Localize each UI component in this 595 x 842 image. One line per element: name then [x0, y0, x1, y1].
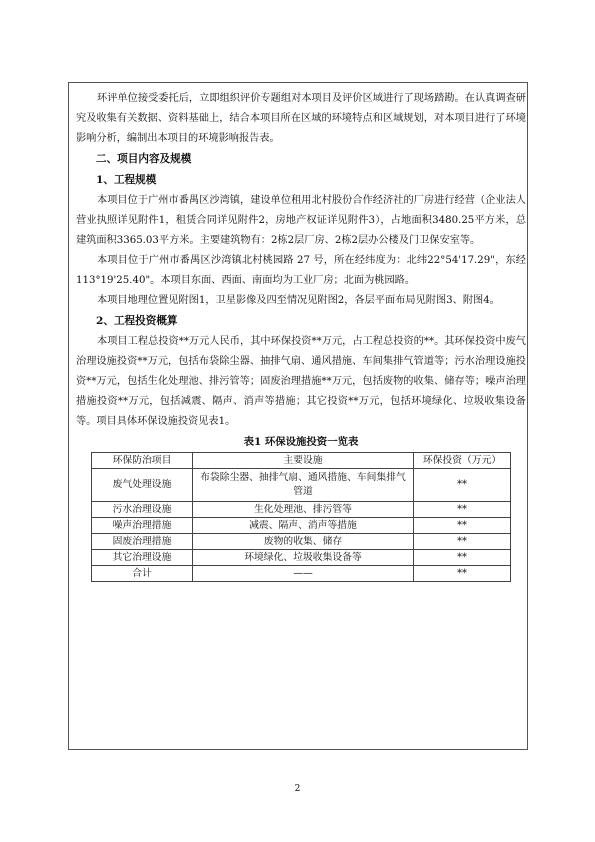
table-header-cell: 环保防治项目: [92, 453, 193, 469]
table-row: [92, 566, 511, 582]
table-cell-amount: **: [414, 469, 511, 502]
table-row: [92, 518, 511, 534]
scale-paragraph-2: 本项目位于广州市番禺区沙湾镇北村桃园路 27 号，所在经纬度为：北纬22°54'17.29"，东经113°19'25.40"。本项目东面、西面、南面均为工业厂房；北面为桃园路。: [76, 255, 526, 286]
subsection-heading-scale: 1、工程规模: [96, 174, 157, 186]
table-cell-facility: 布袋除尘器、抽排气扇、通风措施、车间集排气管道: [193, 469, 414, 502]
table-cell-facility: 减震、隔声、消声等措施: [193, 518, 414, 534]
table-row: [92, 550, 511, 566]
table-caption: 表1 环保设施投资一览表: [243, 436, 359, 448]
table-cell-amount: **: [414, 502, 511, 518]
table-cell-facility: 废物的收集、储存: [193, 534, 414, 550]
table-cell-item: 废气处理设施: [92, 469, 193, 502]
document-body: [76, 89, 526, 582]
table-cell-amount: **: [414, 518, 511, 534]
subsection-heading-investment: 2、工程投资概算: [96, 315, 178, 327]
table-row: [92, 502, 511, 518]
table-header-cell: 主要设施: [193, 453, 414, 469]
investment-paragraph: 本项目工程总投资**万元人民币，其中环保投资**万元，占工程总投资的**。其环保投资中废气治理设施投资**万元，包括布袋除尘器、抽排气扇、通风措施、车间集排气管道等；污水治理设施投资**万元，包括生化处理池、排污管等；固废治理措施**万元，包括废物的收集、储存等；噪声治理措施投资**万元，包括减震、隔声、消声等措施；其它投资**万元，包括环境绿化、垃圾收集设备等。项目具体环保设施投资见表1。: [76, 336, 526, 427]
table-cell-item: 噪声治理措施: [92, 518, 193, 534]
table-row: [92, 534, 511, 550]
table-cell-amount: **: [414, 566, 511, 582]
table-cell-facility: 环境绿化、垃圾收集设备等: [193, 550, 414, 566]
table-cell-facility: ——: [193, 566, 414, 582]
scale-paragraph-1: 本项目位于广州市番禺区沙湾镇，建设单位租用北村股份合作经济社的厂房进行经营（企业法人营业执照详见附件1，租赁合同详见附件2，房地产权证详见附件3），占地面积3480.25平方米，总建筑面积3365.03平方米。主要建筑物有：2栋2层厂房、2栋2层办公楼及门卫保安室等。: [76, 195, 526, 246]
table-cell-facility: 生化处理池、排污管等: [193, 502, 414, 518]
table-cell-amount: **: [414, 550, 511, 566]
page-number: 2: [294, 784, 301, 794]
table-header-cell: 环保投资（万元）: [414, 453, 511, 469]
investment-table: [91, 452, 511, 582]
table-cell-item: 固废治理措施: [92, 534, 193, 550]
table-row: [92, 469, 511, 502]
table-cell-item: 合计: [92, 566, 193, 582]
scale-paragraph-3: 本项目地理位置见附图1，卫星影像及四至情况见附图2，各层平面布局见附图3、附图4。: [97, 295, 500, 306]
section-heading: 二、项目内容及规模: [96, 153, 192, 165]
table-cell-item: 污水治理设施: [92, 502, 193, 518]
table-header-row: [92, 453, 511, 469]
table-cell-item: 其它治理设施: [92, 550, 193, 566]
intro-paragraph: 环评单位接受委托后，立即组织评价专题组对本项目及评价区域进行了现场踏勘。在认真调查研究及收集有关数据、资料基础上，结合本项目所在区域的环境特点和区域规划，对本项目进行了环境影响分析，编制出本项目的环境影响报告表。: [76, 93, 526, 144]
table-cell-amount: **: [414, 534, 511, 550]
